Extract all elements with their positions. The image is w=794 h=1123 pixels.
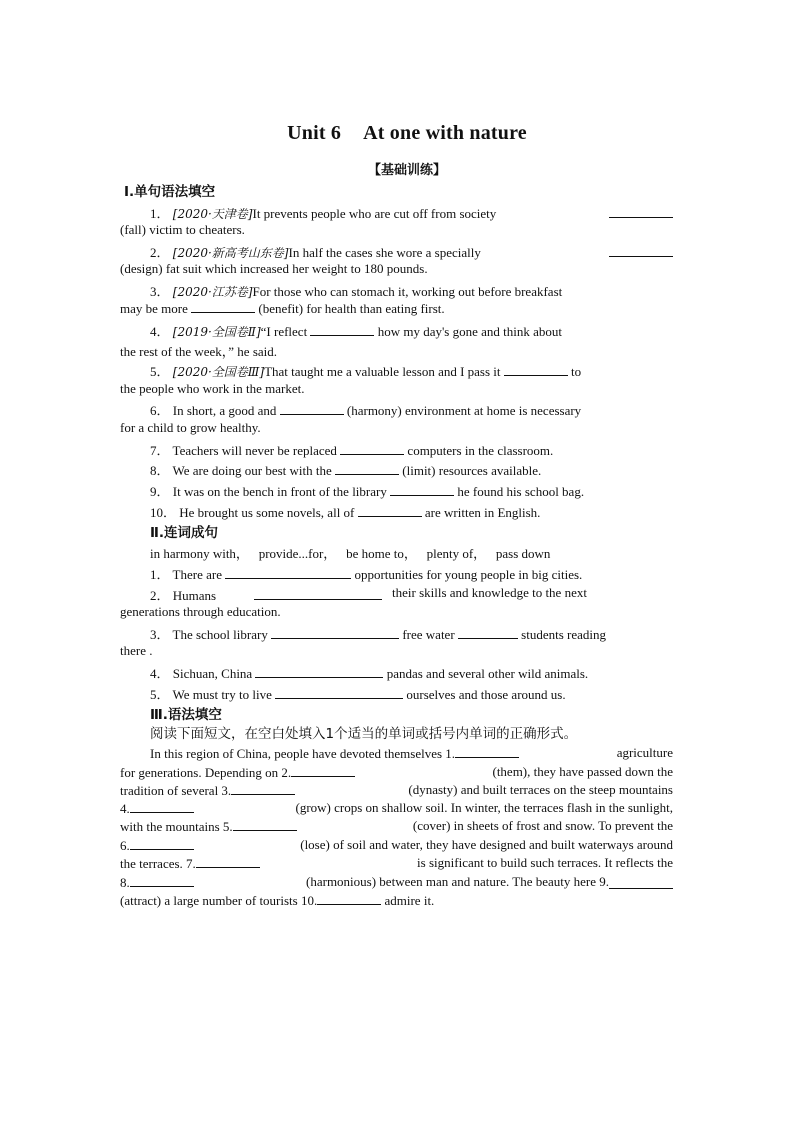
s1-item1-line1: 1． [2020·天津卷]It prevents people who are cut off from society (150, 203, 673, 222)
answer-blank[interactable] (335, 462, 399, 475)
answer-blank[interactable] (196, 855, 260, 868)
s1-item1-line2: (fall) victim to cheaters. (120, 222, 245, 237)
answer-blank[interactable] (310, 323, 374, 336)
s2-item2-line1: 2． Humans their skills and knowledge to the next (150, 585, 587, 603)
s1-item4-line2: the rest of the week，” he said. (120, 344, 278, 359)
answer-blank[interactable] (280, 402, 344, 415)
answer-blank[interactable] (271, 626, 399, 639)
answer-blank[interactable] (130, 837, 194, 850)
answer-blank[interactable] (455, 745, 519, 758)
passage-line5: with the mountains 5. (cover) in sheets of frost and snow. To prevent the (120, 818, 673, 834)
s2-item3-line1: 3． The school library free water students reading (150, 627, 607, 642)
s1-item5-line2: the people who work in the market. (120, 381, 305, 396)
s1-item9: 9． It was on the bench in front of the library he found his school bag. (150, 484, 585, 499)
answer-blank[interactable] (340, 442, 404, 455)
unit-name: At one with nature (363, 122, 527, 144)
section2-heading: Ⅱ.连词成句 (150, 525, 219, 541)
section-subtitle: 【基础训练】 (367, 163, 446, 178)
answer-blank[interactable] (275, 686, 403, 699)
phrase-bank: in harmony with， provide...for， be home to， plenty of， pass down (150, 546, 551, 561)
passage-line2: for generations. Depending on 2. (them), they have passed down the (120, 764, 673, 780)
answer-blank[interactable] (225, 566, 351, 579)
page-title (0, 122, 794, 145)
unit-number: Unit 6 (287, 122, 342, 144)
answer-blank[interactable] (609, 876, 673, 889)
answer-blank[interactable] (191, 300, 255, 313)
s2-item4: 4． Sichuan, China pandas and several other wild animals. (150, 666, 589, 681)
s2-item5: 5． We must try to live ourselves and those around us. (150, 687, 566, 702)
s1-item10: 10． He brought us some novels, all of are written in English. (150, 505, 541, 520)
passage-line3: tradition of several 3. (dynasty) and built terraces on the steep mountains (120, 782, 673, 798)
s1-item3-line1: 3． [2020·江苏卷]For those who can stomach it, working out before breakfast (150, 284, 563, 299)
answer-blank[interactable] (130, 874, 194, 887)
answer-blank[interactable] (231, 782, 295, 795)
s1-item4-line1: 4． [2019·全国卷Ⅱ]“I reflect how my day's gone and think about (150, 324, 563, 339)
passage-line6: 6. (lose) of soil and water, they have designed and built waterways around (120, 837, 673, 853)
s1-item2-line2: (design) fat suit which increased her weight to 180 pounds. (120, 261, 428, 276)
answer-blank[interactable] (609, 205, 673, 218)
passage-line4: 4. (grow) crops on shallow soil. In winter, the terraces flash in the sunlight, (120, 800, 673, 816)
answer-blank[interactable] (317, 892, 381, 905)
s1-item2-line1: 2． [2020·新高考山东卷]In half the cases she wore a specially (150, 242, 673, 261)
s1-item8: 8． We are doing our best with the (limit) resources available. (150, 463, 542, 478)
passage-line9: (attract) a large number of tourists 10. admire it. (120, 893, 435, 908)
answer-blank[interactable] (254, 587, 382, 600)
s2-item2-line2: generations through education. (120, 604, 281, 619)
section3-heading: Ⅲ.语法填空 (150, 707, 222, 723)
passage-line7: the terraces. 7. is significant to build such terraces. It reflects the (120, 855, 673, 871)
answer-blank[interactable] (255, 665, 383, 678)
answer-blank[interactable] (291, 764, 355, 777)
answer-blank[interactable] (130, 800, 194, 813)
s2-item1: 1． There are opportunities for young people in big cities. (150, 567, 583, 582)
s1-item5-line1: 5． [2020·全国卷Ⅲ]That taught me a valuable lesson and I pass it to (150, 364, 582, 379)
s2-item3-line2: there . (120, 643, 153, 658)
passage-line1: In this region of China, people have devoted themselves 1. agriculture (150, 745, 673, 761)
answer-blank[interactable] (358, 504, 422, 517)
section1-heading: Ⅰ.单句语法填空 (124, 184, 216, 200)
s1-item6-line2: for a child to grow healthy. (120, 420, 261, 435)
s1-item3-line2: may be more (benefit) for health than eating first. (120, 301, 445, 316)
s1-item6-line1: 6． In short, a good and (harmony) environment at home is necessary (150, 403, 582, 418)
answer-blank[interactable] (504, 363, 568, 376)
s1-item7: 7． Teachers will never be replaced computers in the classroom. (150, 443, 554, 458)
answer-blank[interactable] (609, 244, 673, 257)
answer-blank[interactable] (233, 818, 297, 831)
section3-instruction: 阅读下面短文，在空白处填入1个适当的单词或括号内单词的正确形式。 (150, 726, 578, 742)
passage-line8: 8. (harmonious) between man and nature. The beauty here 9. (120, 874, 673, 891)
answer-blank[interactable] (458, 626, 518, 639)
answer-blank[interactable] (390, 483, 454, 496)
